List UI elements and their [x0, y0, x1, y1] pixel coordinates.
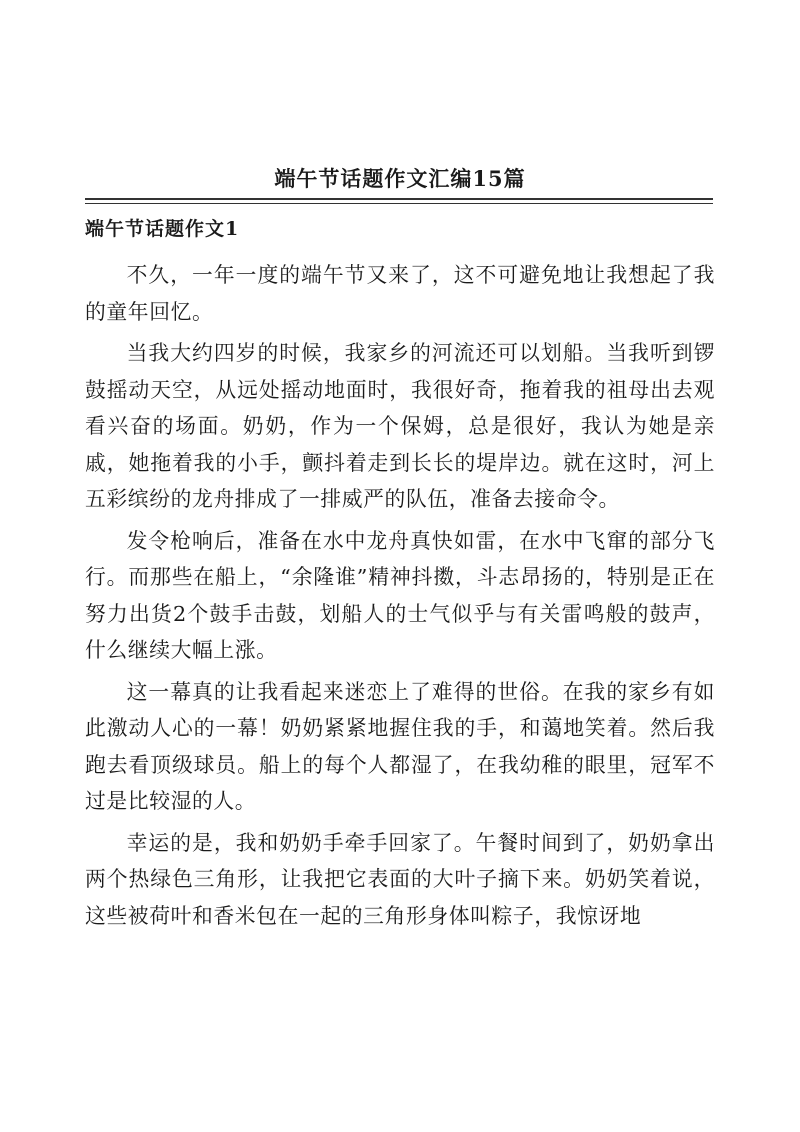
essay-body — [85, 257, 715, 934]
title-divider-thin — [85, 203, 713, 204]
document-title: 端午节话题作文汇编15篇 — [274, 166, 526, 191]
paragraph: 不久，一年一度的端午节又来了，这不可避免地让我想起了我的童年回忆。 — [85, 263, 715, 324]
paragraph: 当我大约四岁的时候，我家乡的河流还可以划船。当我听到锣鼓摇动天空，从远处摇动地面时，我很好奇，拖着我的祖母出去观看兴奋的场面。奶奶，作为一个保姆，总是很好，我认为她是亲戚，她拖着我的小手，颤抖着走到长长的堤岸边。就在这时，河上五彩缤纷的龙舟排成了一排威严的队伍，准备去接命令。 — [85, 341, 715, 511]
paragraph: 发令枪响后，准备在水中龙舟真快如雷，在水中飞窜的部分飞行。而那些在船上，“余隆谁”精神抖擞，斗志昂扬的，特别是正在努力出货2个鼓手击鼓，划船人的士气似乎与有关雷鸣般的鼓声，什么继续大幅上涨。 — [85, 528, 715, 662]
paragraph: 幸运的是，我和奶奶手牵手回家了。午餐时间到了，奶奶拿出两个热绿色三角形，让我把它表面的大叶子摘下来。奶奶笑着说，这些被荷叶和香米包在一起的三角形身体叫粽子，我惊讶地 — [85, 830, 715, 928]
title-divider-thick — [85, 198, 713, 200]
paragraph: 这一幕真的让我看起来迷恋上了难得的世俗。在我的家乡有如此激动人心的一幕！奶奶紧紧地握住我的手，和蔼地笑着。然后我跑去看顶级球员。船上的每个人都湿了，在我幼稚的眼里，冠军不过是比较湿的人。 — [85, 679, 715, 813]
section-heading: 端午节话题作文1 — [85, 218, 240, 240]
